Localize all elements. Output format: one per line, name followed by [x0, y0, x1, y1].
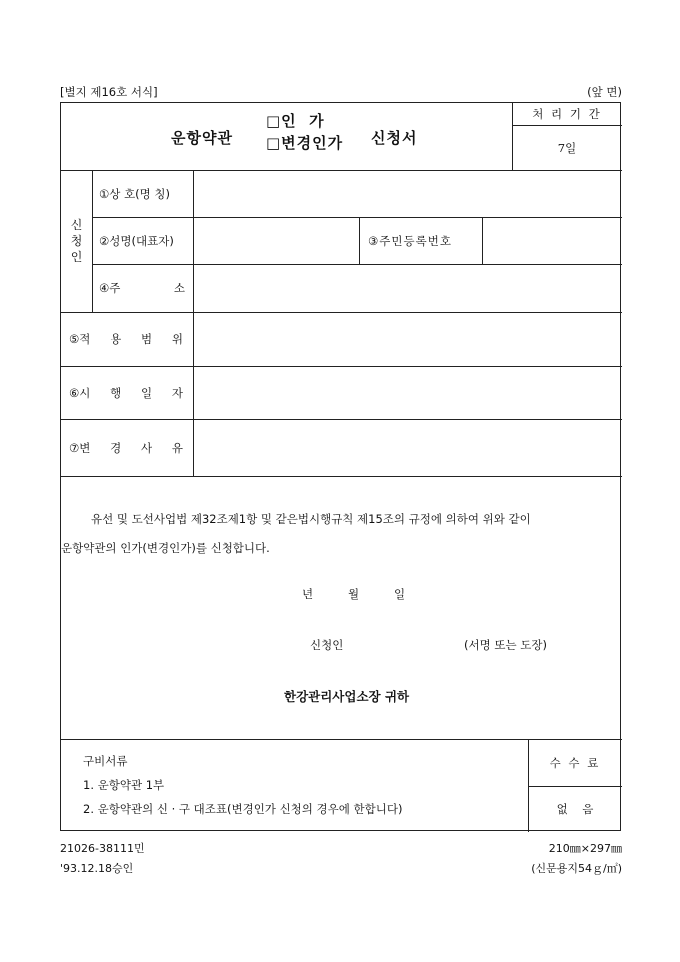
date-month: 월 [348, 587, 360, 601]
date-year: 년 [302, 587, 314, 601]
scope-label: ⑤적 용 범 위 [69, 332, 183, 346]
address-field[interactable] [194, 265, 621, 312]
required-document-item: 1. 운항약관 1부 [83, 778, 165, 792]
form-code: 21026-38111민 [60, 842, 145, 855]
addressee: 한강관리사업소장 귀하 [284, 689, 410, 704]
applicant-section-label: 신 청 인 [70, 218, 83, 264]
form-title-suffix: 신청서 [371, 128, 418, 147]
fee-value: 없 음 [556, 802, 594, 816]
scope-field[interactable] [194, 313, 621, 366]
applicant-signature-label: 신청인 [310, 638, 344, 652]
application-form [60, 102, 621, 831]
change-reason-label: ⑦변 경 사 유 [69, 440, 183, 455]
signature-or-seal[interactable]: (서명 또는 도장) [464, 638, 547, 652]
processing-period-value: 7일 [557, 140, 577, 155]
resident-number-label: ③주민등록번호 [368, 233, 452, 248]
effective-date-label: ⑥시 행 일 자 [69, 385, 183, 400]
approval-date: '93.12.18승인 [60, 862, 134, 875]
resident-number-field[interactable] [483, 218, 621, 264]
representative-name-field[interactable] [194, 218, 358, 264]
company-name-field[interactable] [194, 171, 621, 217]
representative-name-label: ②성명(대표자) [99, 233, 174, 248]
statement-line-1: 유선 및 도선사업법 제32조제1항 및 같은법시행규칙 제15조의 규정에 의하여 위와 같이 [91, 512, 531, 526]
fee-label: 수 수 료 [549, 755, 601, 770]
form-number: [별지 제16호 서식] [60, 85, 158, 99]
paper-size: 210㎜×297㎜ [548, 842, 622, 855]
date-day: 일 [394, 587, 406, 601]
company-name-label: ①상 호(명 칭) [99, 186, 171, 201]
page-side-label: (앞 면) [587, 85, 622, 99]
address-label: ④주 소 [99, 281, 185, 295]
statement-line-2: 운항약관의 인가(변경인가)를 신청합니다. [61, 541, 270, 555]
effective-date-field[interactable] [194, 367, 621, 419]
option-change-approval: □변경인가 [266, 134, 344, 152]
required-documents-heading: 구비서류 [83, 754, 128, 768]
required-document-item: 2. 운항약관의 신 · 구 대조표(변경인가 신청의 경우에 한합니다) [83, 802, 403, 816]
change-reason-field[interactable] [194, 420, 621, 476]
option-approval: □인 가 [266, 112, 325, 130]
form-title-main: 운항약관 [171, 128, 233, 147]
paper-type: (신문용지54ｇ/㎡) [531, 862, 622, 875]
processing-period-label: 처 리 기 간 [532, 107, 602, 121]
